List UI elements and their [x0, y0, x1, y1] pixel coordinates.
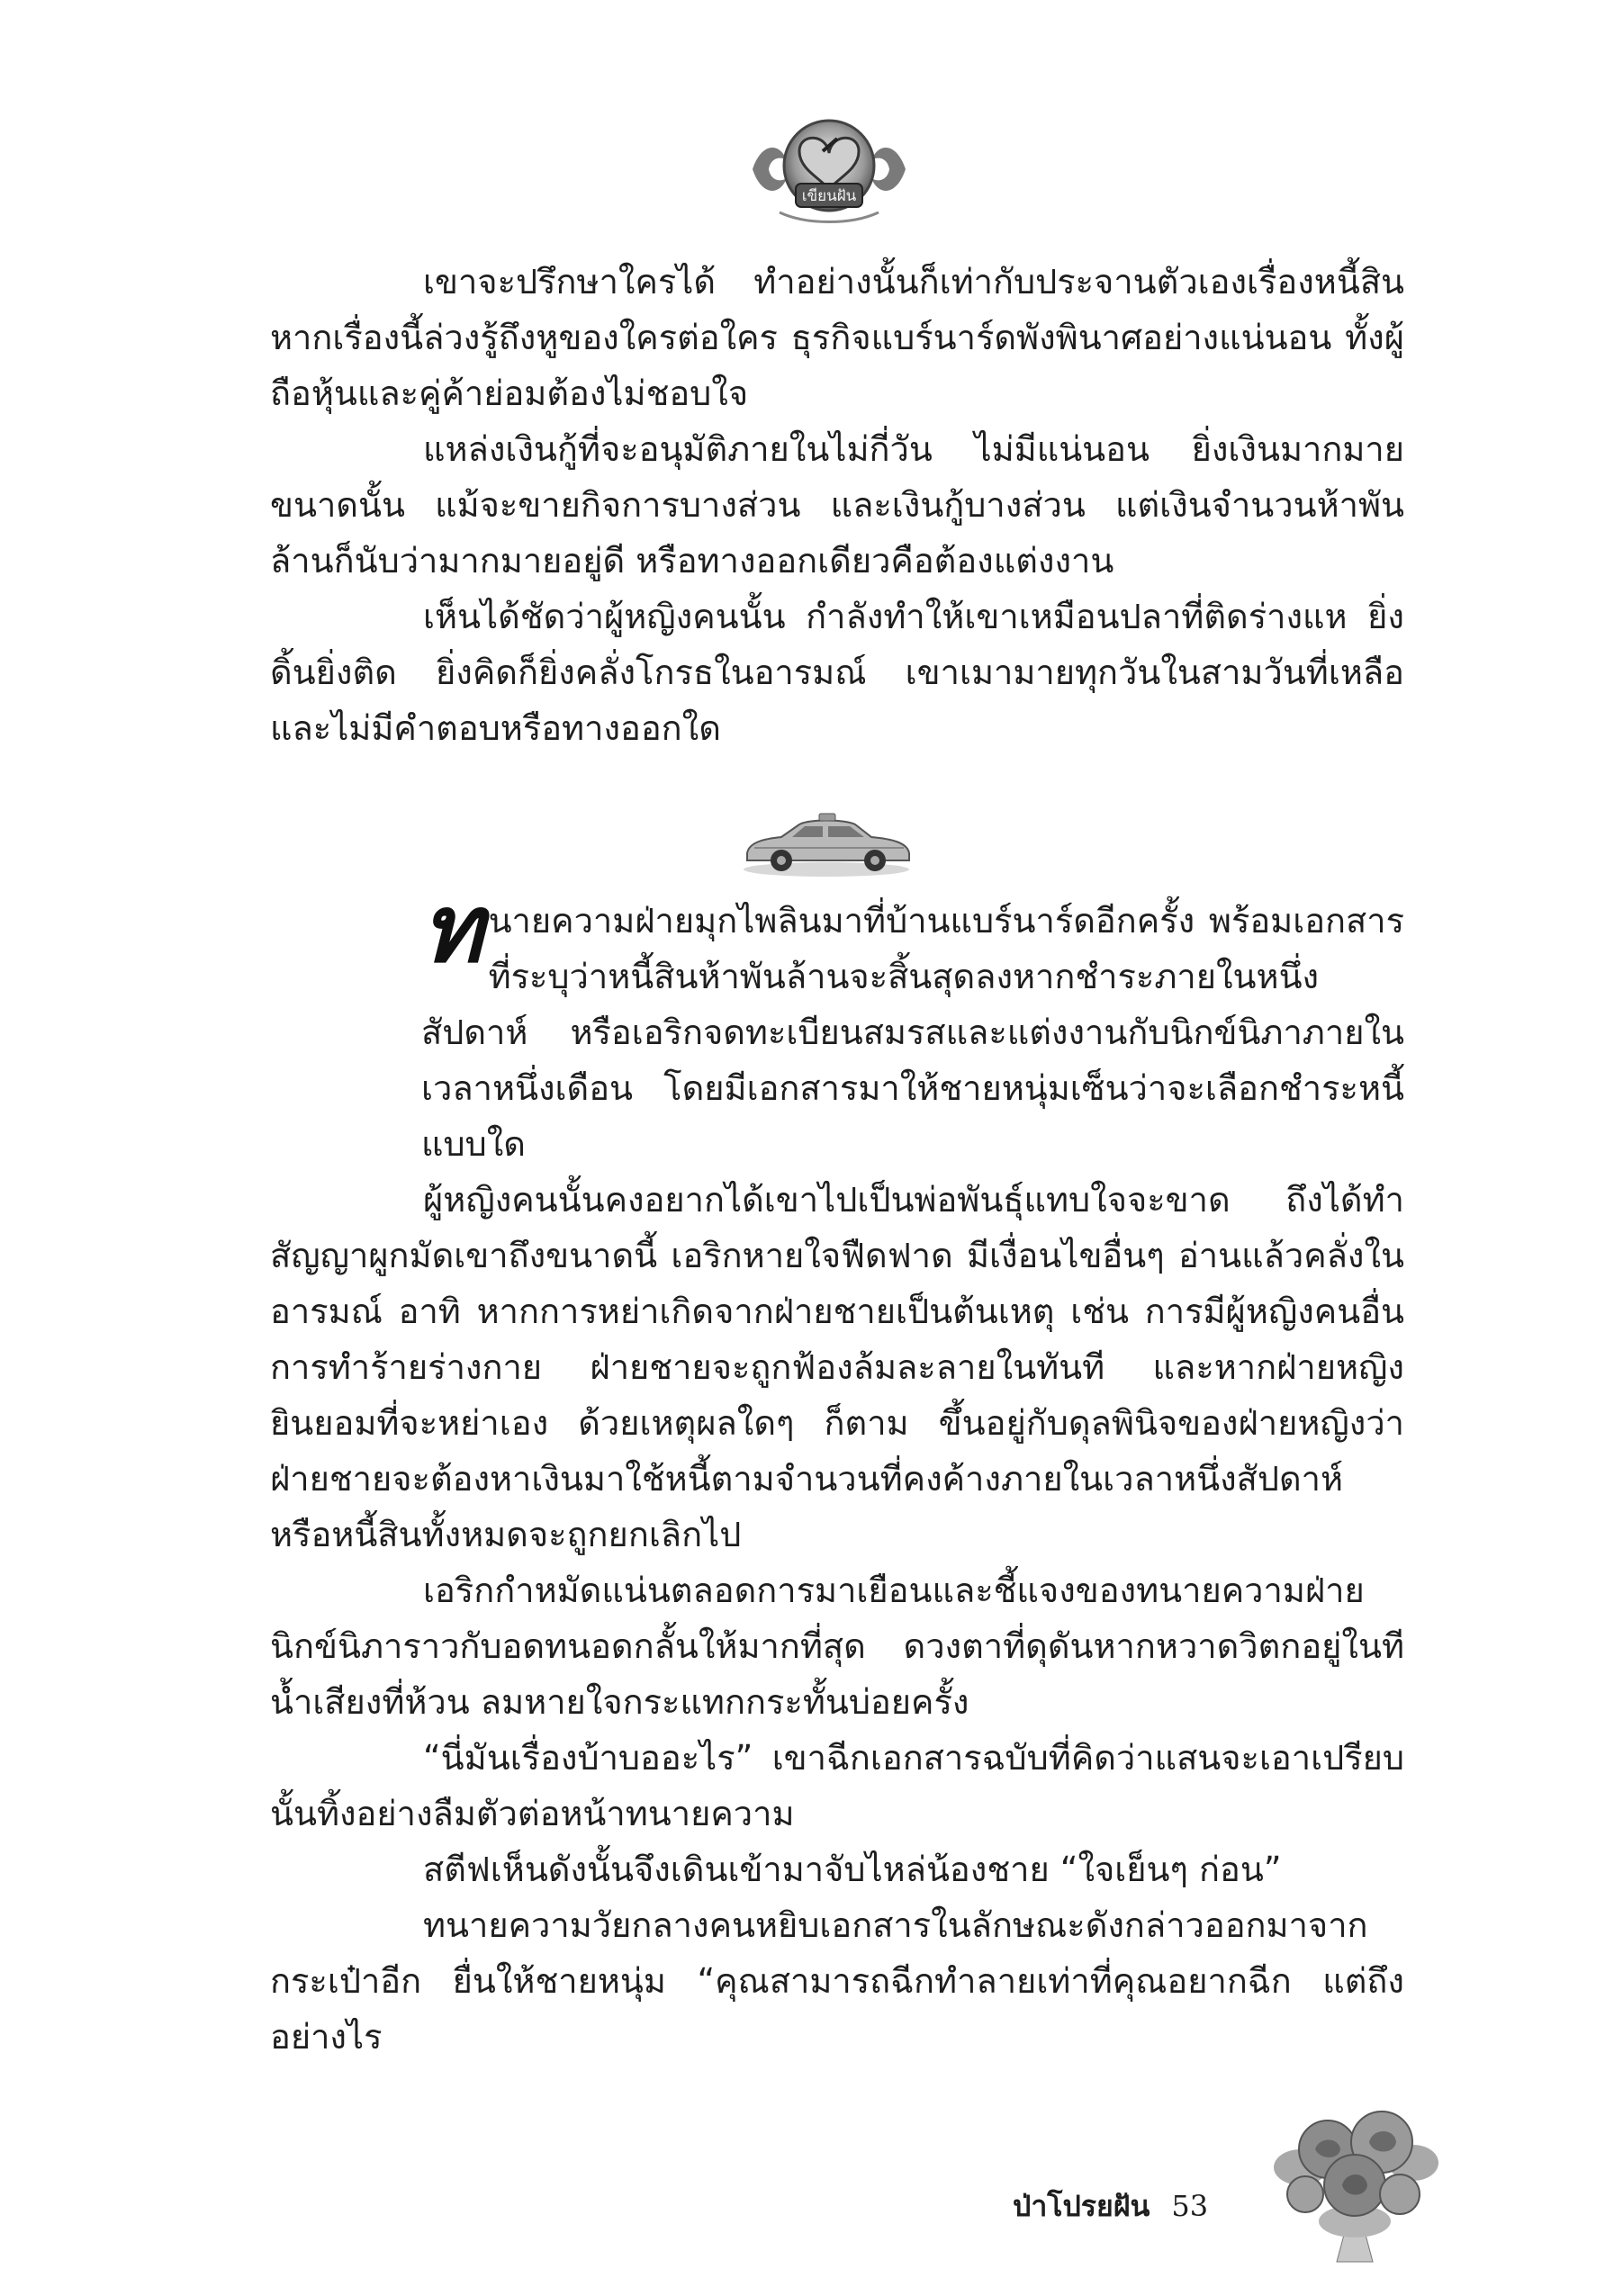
- paragraph: “นี่มันเรื่องบ้าบออะไร” เขาฉีกเอกสารฉบับที่คิดว่าแสนจะเอาเปรียบนั้นทิ้งอย่างลืมตัวต่อหน้าทนายความ: [270, 1738, 1404, 1833]
- ornamental-heart-emblem-icon: [744, 106, 915, 232]
- top-text-block: [270, 254, 1404, 756]
- book-title: ป่าโปรยฝัน: [1013, 2189, 1150, 2223]
- paragraph-with-drop-cap: [270, 873, 1404, 1172]
- paragraph: เห็นได้ชัดว่าผู้หญิงคนนั้น กำลังทำให้เขาเหมือนปลาที่ติดร่างแห ยิ่งดิ้นยิ่งติด ยิ่งคิดก็ยิ่งคลั่งโกรธในอารมณ์ เขาเมามายทุกวันในสามวันที่เหลือ และไม่มีคำตอบหรือทางออกใด: [270, 597, 1404, 748]
- paragraph: สตีฟเห็นดังนั้นจึงเดินเข้ามาจับไหล่น้องชาย “ใจเย็นๆ ก่อน”: [423, 1850, 1282, 1889]
- paragraph: เขาจะปรึกษาใครได้ ทำอย่างนั้นก็เท่ากับประจานตัวเองเรื่องหนี้สิน หากเรื่องนี้ล่วงรู้ถึงหูของใครต่อใคร ธุรกิจแบร์นาร์ดพังพินาศอย่างแน่นอน ทั้งผู้ถือหุ้นและคู่ค้าย่อมต้องไม่ชอบใจ: [270, 262, 1404, 413]
- taxi-car-illustration-icon: [736, 801, 916, 882]
- page-number: 53: [1171, 2189, 1209, 2223]
- paragraph: ทนายความวัยกลางคนหยิบเอกสารในลักษณะดังกล่าวออกมาจากกระเป๋าอีก ยื่นให้ชายหนุ่ม “คุณสามารถฉีกทำลายเท่าที่คุณอยากฉีก แต่ถึงอย่างไร: [270, 1905, 1404, 2057]
- paragraph: เอริกกำหมัดแน่นตลอดการมาเยือนและชี้แจงของทนายความฝ่ายนิกข์นิภาราวกับอดทนอดกลั้นให้มากที่สุด ดวงตาที่ดุดันหากหวาดวิตกอยู่ในที น้ำเสียงที่ห้วน ลมหายใจกระแทกกระทั้นบ่อยครั้ง: [270, 1571, 1404, 1722]
- bottom-text-block: [270, 873, 1404, 2065]
- ornament-text: เขียนฝัน: [801, 187, 857, 205]
- paragraph-lead: นายความฝ่ายมุกไพลินมาที่บ้านแบร์นาร์ดอีกครั้ง พร้อมเอกสารที่ระบุว่าหนี้สินห้าพันล้านจะสิ้นสุดลงหากชำระภายในหนึ่งสัปดาห์ หรือเอริกจดทะเบียนสมรสและแต่งงานกับนิกข์นิภาภายในเวลาหนึ่งเดือน โดยมีเอกสารมาให้ชายหนุ่มเซ็นว่าจะเลือกชำระหนี้แบบใด: [421, 901, 1404, 1164]
- paragraph: ผู้หญิงคนนั้นคงอยากได้เขาไปเป็นพ่อพันธุ์แทบใจจะขาด ถึงได้ทำสัญญาผูกมัดเขาถึงขนาดนี้ เอริกหายใจฟืดฟาด มีเงื่อนไขอื่นๆ อ่านแล้วคลั่งในอารมณ์ อาทิ หากการหย่าเกิดจากฝ่ายชายเป็นต้นเหตุ เช่น การมีผู้หญิงคนอื่น การทำร้ายร่างกาย ฝ่ายชายจะถูกฟ้องล้มละลายในทันที และหากฝ่ายหญิงยินยอมที่จะหย่าเอง ด้วยเหตุผลใดๆ ก็ตาม ขึ้นอยู่กับดุลพินิจของฝ่ายหญิงว่าฝ่ายชายจะต้องหาเงินมาใช้หนี้ตามจำนวนที่คงค้างภายในเวลาหนึ่งสัปดาห์ หรือหนี้สินทั้งหมดจะถูกยกเลิกไป: [270, 1180, 1404, 1554]
- rose-bouquet-illustration-icon: [1265, 2086, 1445, 2266]
- page-footer: [1013, 2183, 1208, 2229]
- paragraph: แหล่งเงินกู้ที่จะอนุมัติภายในไม่กี่วัน ไม่มีแน่นอน ยิ่งเงินมากมายขนาดนั้น แม้จะขายกิจการบางส่วน และเงินกู้บางส่วน แต่เงินจำนวนห้าพันล้านก็นับว่ามากมายอยู่ดี หรือทางออกเดียวคือต้องแต่งงาน: [270, 429, 1404, 581]
- drop-cap: ท: [421, 873, 483, 984]
